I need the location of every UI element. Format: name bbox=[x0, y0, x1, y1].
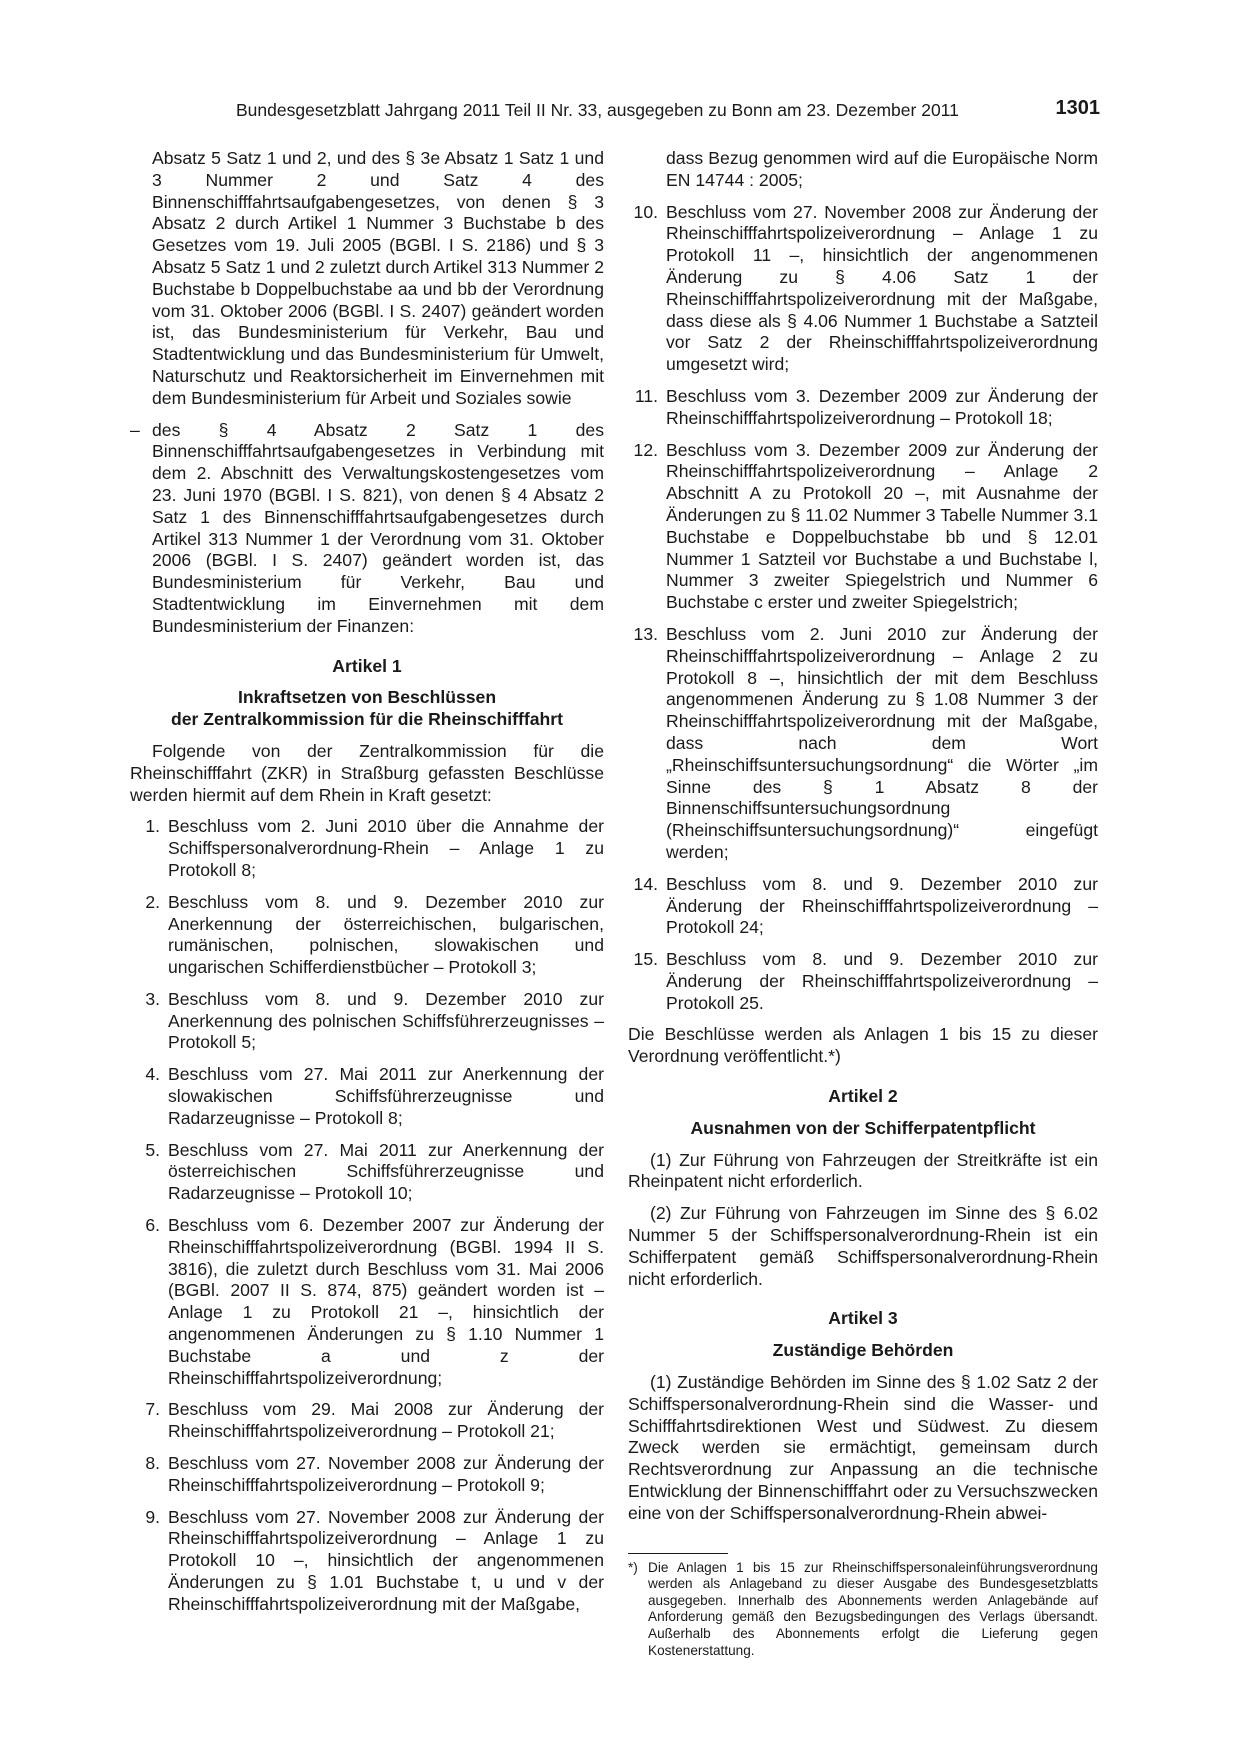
list-item-text: Beschluss vom 29. Mai 2008 zur Änderung der Rheinschifffahrtspolizeiverordnung – Protokoll 21; bbox=[168, 1399, 604, 1442]
list-item-number: 15. bbox=[633, 949, 658, 970]
anlagen-note: Die Beschlüsse werden als Anlagen 1 bis 15 zu dieser Verordnung veröffentlicht.*) bbox=[628, 1024, 1098, 1067]
continuation-paragraph: Absatz 5 Satz 1 und 2, und des § 3e Absatz 1 Satz 1 und 3 Nummer 2 und Satz 4 des Binnenschifffahrtsaufgabengesetzes, von denen § 3 Absatz 2 durch Artikel 1 Nummer 3 Buchstabe b des Gesetzes vom 19. Juli 2005 (BGBl. I S. 2186) und § 3 Absatz 5 Satz 1 und 2 zuletzt durch Artikel 313 Nummer 2 Buchstabe b Doppelbuchstabe aa und bb der Verordnung vom 31. Oktober 2006 (BGBl. I S. 2407) geändert worden ist, das Bundesministerium für Verkehr, Bau und Stadtentwicklung und das Bundesministerium für Umwelt, Naturschutz und Reaktorsicherheit im Einvernehmen mit dem Bundesministerium für Arbeit und Soziales sowie bbox=[152, 148, 604, 408]
list-item-number: 1. bbox=[145, 816, 160, 837]
artikel-1-title bbox=[130, 687, 604, 731]
list-item-text: Beschluss vom 27. Mai 2011 zur Anerkennung der österreichischen Schiffsführerzeugnisse und Radarzeugnisse – Protokoll 10; bbox=[168, 1139, 604, 1204]
list-item-number: 9. bbox=[145, 1506, 160, 1527]
decision-list-right bbox=[628, 148, 1098, 1014]
list-item-text: Beschluss vom 27. November 2008 zur Änderung der Rheinschifffahrtspolizeiverordnung – Anlage 1 zu Protokoll 11 –, hinsichtlich der angenommenen Änderung zu § 4.06 Satz 1 der Rheinschifffahrtspolizeiverordnung mit der Maßgabe, dass diese als § 4.06 Nummer 1 Buchstabe a Satzteil vor Satz 2 der Rheinschifffahrtspolizeiverordnung umgesetzt wird; bbox=[666, 201, 1098, 375]
list-item bbox=[130, 816, 604, 881]
list-item bbox=[130, 1399, 604, 1443]
list-item-text: Beschluss vom 8. und 9. Dezember 2010 zur Änderung der Rheinschifffahrtspolizeiverordnung – Protokoll 25. bbox=[666, 949, 1098, 1013]
list-item-number: 13. bbox=[633, 623, 658, 644]
dash-item-text: des § 4 Absatz 2 Satz 1 des Binnenschifffahrtsaufgabengesetzes in Verbindung mit dem 2. Abschnitt des Verwaltungskostengesetzes vom 23. Juni 1970 (BGBl. I S. 821), von denen § 4 Absatz 2 Satz 1 des Binnenschifffahrtsaufgabengesetzes durch Artikel 313 Nummer 1 der Verordnung vom 31. Oktober 2006 (BGBl. I S. 2407) geändert worden ist, das Bundesministerium für Verkehr, Bau und Stadtentwicklung im Einvernehmen mit dem Bundesministerium der Finanzen: bbox=[152, 419, 604, 636]
list-item-number: 8. bbox=[145, 1453, 160, 1474]
footnote bbox=[628, 1560, 1098, 1660]
dash-item bbox=[130, 420, 604, 638]
list-item-number: 7. bbox=[145, 1399, 160, 1420]
list-item-number: 14. bbox=[633, 873, 658, 894]
list-item bbox=[628, 949, 1098, 1014]
running-header bbox=[236, 97, 1100, 126]
list-item bbox=[628, 386, 1098, 430]
decision-list-left bbox=[130, 816, 604, 1615]
artikel-2-paragraph-2: (2) Zur Führung von Fahrzeugen im Sinne des § 6.02 Nummer 5 der Schiffspersonalverordnung-Rhein ist ein Schifferpatent gemäß Schiffspersonalverordnung-Rhein nicht erforderlich. bbox=[628, 1203, 1098, 1289]
list-item bbox=[130, 989, 604, 1054]
list-item bbox=[130, 1453, 604, 1497]
list-item bbox=[628, 202, 1098, 376]
running-title: Bundesgesetzblatt Jahrgang 2011 Teil II Nr. 33, ausgegeben zu Bonn am 23. Dezember 2011 bbox=[236, 100, 959, 120]
list-item-number: 5. bbox=[145, 1139, 160, 1160]
list-item-number: 3. bbox=[145, 988, 160, 1009]
list-item-text: Beschluss vom 27. Mai 2011 zur Anerkennung der slowakischen Schiffsführerzeugnisse und Radarzeugnisse – Protokoll 8; bbox=[168, 1064, 604, 1128]
footnote-text: Die Anlagen 1 bis 15 zur Rheinschiffspersonaleinführungsverordnung werden als Anlageband zu dieser Ausgabe des Bundesgesetzblatts ausgegeben. Innerhalb des Abonnements werden Anlagebände auf Anforderung gemäß den Bezugsbedingungen des Verlags übersandt. Außerhalb des Abonnements erfolgt die Lieferung gegen Kostenerstattung. bbox=[648, 1559, 1098, 1658]
list-item-text: dass Bezug genommen wird auf die Europäische Norm EN 14744 : 2005; bbox=[666, 148, 1098, 190]
artikel-3-title: Zuständige Behörden bbox=[772, 1340, 954, 1361]
list-item-text: Beschluss vom 3. Dezember 2009 zur Änderung der Rheinschifffahrtspolizeiverordnung – Anlage 2 Abschnitt A zu Protokoll 20 –, mit Ausnahme der Änderungen zu § 11.02 Nummer 3 Tabelle Nummer 3.1 Buchstabe e Doppelbuchstabe bb und § 12.01 Nummer 1 Satzteil vor Buchstabe a und Buchstabe l, Nummer 3 zweiter Spiegelstrich und Nummer 6 Buchstabe c erster und zweiter Spiegelstrich; bbox=[666, 439, 1098, 613]
artikel-1-title-line2: der Zentralkommission für die Rheinschifffahrt bbox=[170, 709, 563, 730]
artikel-2-paragraph-1: (1) Zur Führung von Fahrzeugen der Streitkräfte ist ein Rheinpatent nicht erforderlich. bbox=[628, 1149, 1098, 1192]
list-item bbox=[130, 892, 604, 979]
artikel-1-title-line1: Inkraftsetzen von Beschlüssen bbox=[237, 687, 497, 708]
list-item bbox=[130, 1507, 604, 1616]
list-item bbox=[130, 1140, 604, 1205]
list-item-text: Beschluss vom 27. November 2008 zur Änderung der Rheinschifffahrtspolizeiverordnung – Protokoll 9; bbox=[168, 1453, 604, 1495]
artikel-3-paragraph-1: (1) Zuständige Behörden im Sinne des § 1.02 Satz 2 der Schiffspersonalverordnung-Rhein sind die Wasser- und Schifffahrtsdirektionen West und Südwest. Zu diesem Zweck werden sie ermächtigt, gemeinsam durch Rechtsverordnung zur Anpassung an die technische Entwicklung der Binnenschifffahrt oder zu Versuchszwecken eine von der Schiffspersonalverordnung-Rhein abwei- bbox=[628, 1372, 1098, 1523]
artikel-1-intro: Folgende von der Zentralkommission für die Rheinschifffahrt (ZKR) in Straßburg gefassten Beschlüsse werden hiermit auf dem Rhein in Kraft gesetzt: bbox=[130, 740, 604, 805]
list-item-text: Beschluss vom 8. und 9. Dezember 2010 zur Anerkennung der österreichischen, bulgarischen, rumänischen, polnischen, slowakischen und ungarischen Schifferdienstbücher – Protokoll 3; bbox=[168, 891, 604, 978]
list-item-number: 6. bbox=[145, 1215, 160, 1236]
left-column bbox=[130, 148, 604, 1626]
list-item-text: Beschluss vom 8. und 9. Dezember 2010 zur Änderung der Rheinschifffahrtspolizeiverordnung – Protokoll 24; bbox=[666, 873, 1098, 938]
list-item-number: 12. bbox=[633, 439, 658, 460]
right-column bbox=[628, 148, 1098, 1659]
list-item-text: Beschluss vom 6. Dezember 2007 zur Änderung der Rheinschifffahrtspolizeiverordnung (BGBl. 1994 II S. 3816), die zuletzt durch Beschluss vom 31. Mai 2006 (BGBl. 2007 II S. 874, 875) geändert worden ist – Anlage 1 zu Protokoll 21 –, hinsichtlich der angenommenen Änderungen zu § 1.10 Nummer 1 Buchstabe a und z der Rheinschifffahrtspolizeiverordnung; bbox=[168, 1215, 604, 1388]
list-item bbox=[130, 1215, 604, 1389]
list-item bbox=[628, 624, 1098, 864]
list-item-number: 4. bbox=[145, 1064, 160, 1085]
artikel-1-label: Artikel 1 bbox=[332, 655, 402, 676]
list-item bbox=[628, 874, 1098, 939]
list-item-continuation bbox=[628, 148, 1098, 192]
list-item-text: Beschluss vom 27. November 2008 zur Änderung der Rheinschifffahrtspolizeiverordnung – Anlage 1 zu Protokoll 10 –, hinsichtlich der angenommenen Änderungen zu § 1.01 Buchstabe t, u und v der Rheinschifffahrtspolizeiverordnung mit der Maßgabe, bbox=[168, 1506, 604, 1614]
artikel-3-label: Artikel 3 bbox=[828, 1308, 898, 1329]
list-item-number: 10. bbox=[633, 201, 658, 222]
list-item-number: 11. bbox=[634, 385, 658, 406]
list-item-text: Beschluss vom 2. Juni 2010 über die Annahme der Schiffspersonalverordnung-Rhein – Anlage 1 zu Protokoll 8; bbox=[168, 816, 604, 880]
artikel-2-title: Ausnahmen von der Schifferpatentpflicht bbox=[690, 1117, 1036, 1138]
footnote-divider bbox=[628, 1553, 728, 1554]
list-item bbox=[628, 440, 1098, 614]
list-item-text: Beschluss vom 3. Dezember 2009 zur Änderung der Rheinschifffahrtspolizeiverordnung – Protokoll 18; bbox=[666, 385, 1098, 428]
page-number: 1301 bbox=[1055, 97, 1100, 119]
list-item bbox=[130, 1064, 604, 1129]
artikel-2-label: Artikel 2 bbox=[828, 1086, 898, 1107]
dash-marker: – bbox=[130, 419, 140, 440]
list-item-number: 2. bbox=[145, 891, 160, 912]
list-item-text: Beschluss vom 8. und 9. Dezember 2010 zur Anerkennung des polnischen Schiffsführerzeugnisses – Protokoll 5; bbox=[168, 988, 604, 1053]
list-item-text: Beschluss vom 2. Juni 2010 zur Änderung der Rheinschifffahrtspolizeiverordnung – Anlage 2 zu Protokoll 8 –, hinsichtlich der mit dem Beschluss angenommenen Änderung zu § 1.08 Nummer 3 der Rheinschifffahrtspolizeiverordnung mit der Maßgabe, dass nach dem Wort „Rheinschiffsuntersuchungsordnung“ die Wörter „im Sinne des § 1 Absatz 8 der Binnenschiffsuntersuchungsordnung (Rheinschiffsuntersuchungsordnung)“ eingefügt werden; bbox=[666, 623, 1098, 862]
footnote-marker: *) bbox=[628, 1559, 638, 1575]
